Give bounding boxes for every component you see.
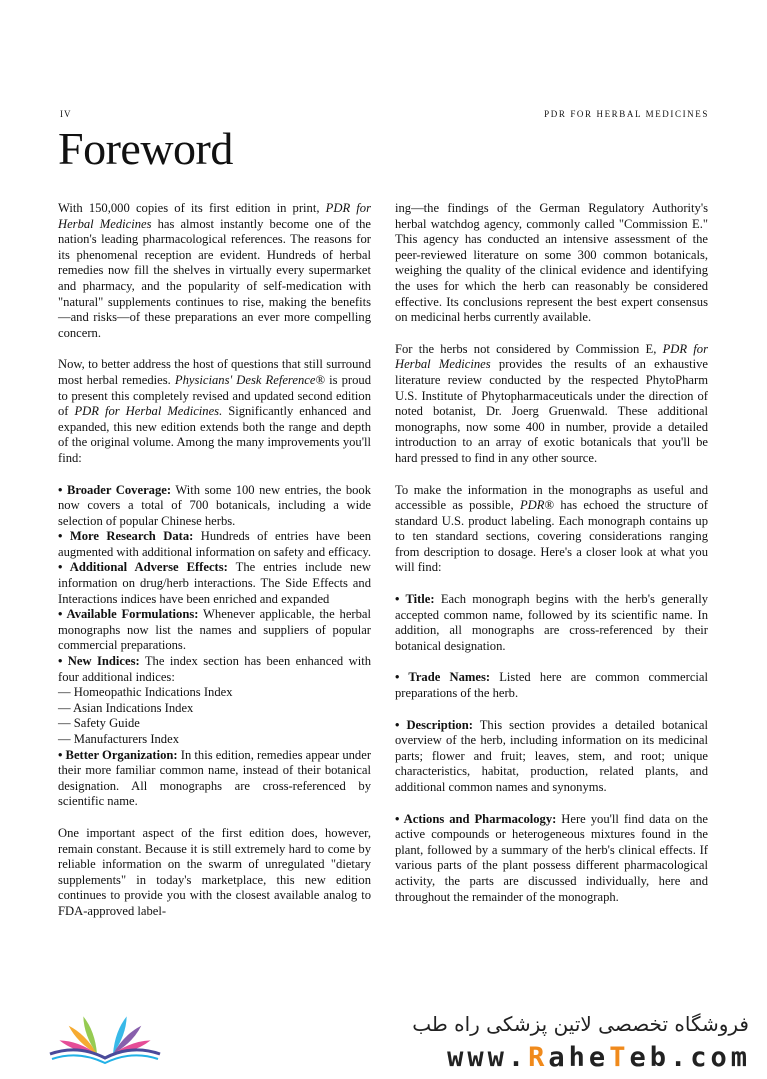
shop-name: فروشگاه تخصصی لاتین پزشکی راه طب <box>412 1012 749 1036</box>
list-item: • Better Organization: In this edition, remedies appear under their more familiar common name, instead of their botanical designation. All monographs are cross-referenced by scientific name. <box>58 747 372 809</box>
left-column <box>58 201 371 936</box>
section-item-actions: • Actions and Pharmacology: Here you'll find data on the active compounds or heterogeneous mixtures found in the plant, followed by a summary of the herb's clinical effects. If various parts of the plant possess different pharmacological activity, the parts are discussed individually, here and throughout the remainder of the monograph. <box>395 811 708 904</box>
phytopharm-paragraph: For the herbs not considered by Commission E, PDR for Herbal Medicines provides the results of an exhaustive literature review conducted by the respected PhytoPharm U.S. Institute of Phytopharmaceuticals under the direction of noted botanist, Dr. Joerg Gruenwald. These additional monographs, now some 400 in number, provide a detailed introduction to an array of exotic botanicals that you'll be hard pressed to find in any other source. <box>395 341 708 465</box>
section-item-title: • Title: Each monograph begins with the herb's generally accepted common name, followed by its scientific name. In addition, all monographs are cross-referenced by their botanical designation. <box>395 592 708 653</box>
list-item: • Additional Adverse Effects: The entries include new information on drug/herb interactions. The Side Effects and Interactions indices have been enriched and expanded <box>58 560 371 606</box>
index-item: — Asian Indications Index <box>58 700 194 715</box>
page-title: Foreword <box>58 123 233 174</box>
list-item: • Available Formulations: Whenever applicable, the herbal monographs now list the names and suppliers of popular commercial preparations. <box>58 607 371 653</box>
index-item: — Homeopathic Indications Index <box>58 685 233 700</box>
list-item: • More Research Data: Hundreds of entries have been augmented with additional information on safety and efficacy. <box>58 529 371 559</box>
second-edition-paragraph: Now, to better address the host of questions that still surround most herbal remedies. Physicians' Desk Reference® is proud to present this completely revised and updated second edition of PDR for Herbal Medicines. Significantly enhanced and expanded, this new edition extends both the range and depth of the original volume. Among the many improvements you'll find: <box>58 357 372 465</box>
right-column <box>395 201 708 921</box>
list-item: • New Indices: The index section has been enhanced with four additional indices: <box>58 654 372 684</box>
footer-fade <box>0 930 767 990</box>
index-item: — Safety Guide <box>58 716 140 731</box>
running-head: PDR FOR HERBAL MEDICINES <box>544 109 709 119</box>
section-item-description: • Description: This section provides a detailed botanical overview of the herb, including information on its medicinal parts; flower and fruit; leaves, stem, and root; unique characteristics, habitat, production, related plants, and additional common names and synonyms. <box>395 717 709 794</box>
constant-aspect-paragraph: One important aspect of the first edition does, however, remain constant. Because it is still extremely hard to come by reliable information on the swarm of unregulated "dietary supplements" in today's marketplace, this new edition continues to provide you with the closest available analog to FDA-approved label- <box>58 825 371 918</box>
labeling-paragraph: To make the information in the monographs as useful and accessible as possible, PDR® has echoed the structure of standard U.S. product labeling. Each monograph contains up to ten standard sections, covering considerations ranging from description to dosage. Here's a closer look at what you will find: <box>395 482 708 575</box>
commission-e-paragraph: ing—the findings of the German Regulatory Authority's herbal watchdog agency, commonly called "Commission E." This agency has conducted an intensive assessment of the peer-reviewed literature on some 300 common botanicals, weighing the quality of the clinical evidence and identifying the uses for which the herb can reasonably be considered effective. Its conclusions represent the best expert consensus on medicinal herbs currently available. <box>395 201 708 325</box>
index-item: — Manufacturers Index <box>58 732 179 746</box>
improvements-list <box>58 483 371 810</box>
page-number: IV <box>60 109 72 119</box>
section-item-trade-names: • Trade Names: Listed here are common commercial preparations of the herb. <box>395 670 708 701</box>
book-logo-icon <box>42 1004 168 1066</box>
list-item: • Broader Coverage: With some 100 new entries, the book now covers a total of 700 botanicals, including a wide selection of popular Chinese herbs. <box>58 482 372 528</box>
shop-url[interactable]: www.RaheTeb.com <box>447 1042 751 1073</box>
intro-paragraph: With 150,000 copies of its first edition in print, PDR for Herbal Medicines has almost instantly become one of the nation's leading pharmacological references. The reasons for its phenomenal reception are evident. Hundreds of herbal remedies now fill the shelves in virtually every supermarket and pharmacy, and the popularity of self-medication with "natural" supplements continues to rise, making the benefits—and risks—of these preparations an ever more compelling concern. <box>58 201 371 340</box>
